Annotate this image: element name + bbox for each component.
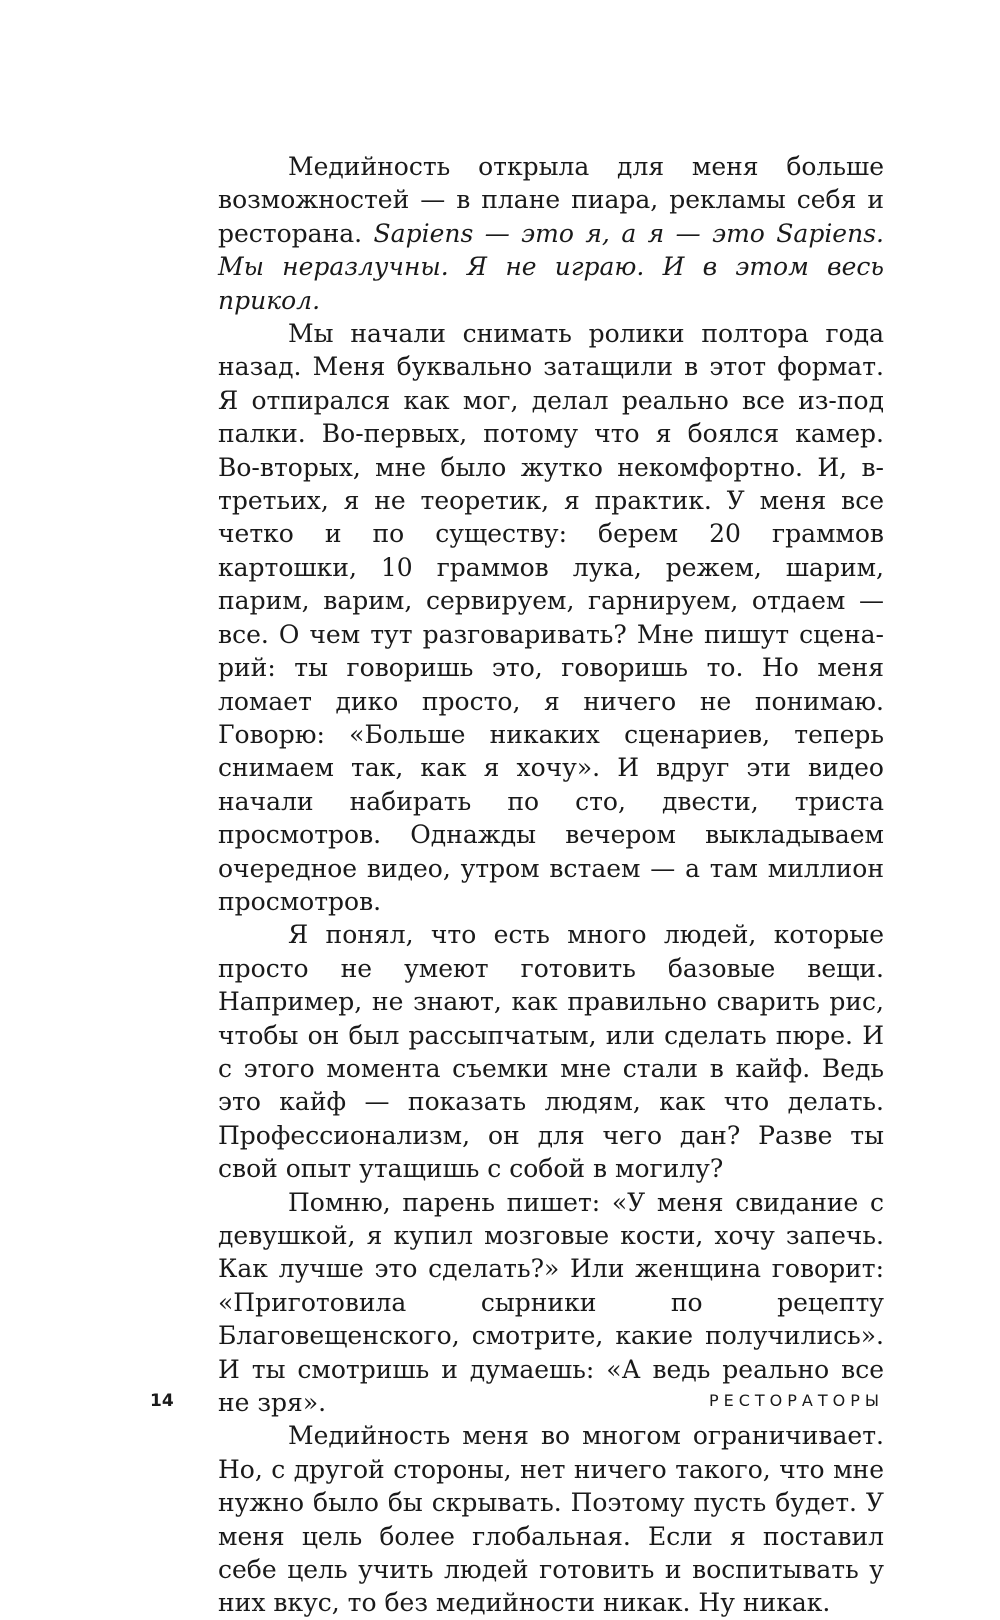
paragraph-1: [218, 150, 884, 317]
paragraph-3: Я понял, что есть много людей, которые просто не умеют готовить базовые вещи. Например, не знают, как правильно сварить рис, чтобы он был рассыпчатым, или сделать пюре. И с этого момента съемки мне стали в кайф. Ведь это кайф — показать людям, как что делать. Профессионализм, он для чего дан? Разве ты свой опыт утащишь с собой в могилу?: [218, 920, 884, 1184]
paragraph-4: Помню, парень пишет: «У меня свидание с девушкой, я купил мозговые кости, хочу запечь. Как лучше это сделать?» Или женщина говорит: «Приготовила сырники по рецепту Благовещенского, смотрите, какие получились». И ты смотришь и думаешь: «А ведь реально все не зря».: [218, 1187, 884, 1418]
page-number: 14: [150, 1391, 174, 1411]
paragraph-2: Мы начали снимать ролики полтора года назад. Меня буквально затащили в этот формат. Я отпирался как мог, делал реально все из-под палки. Во-первых, потому что я боялся камер. Во-вторых, мне было жутко некомфортно. И, в-третьих, я не теоретик, я практик. У меня все четко и по существу: берем 20 граммов картошки, 10 граммов лука, режем, шарим, парим, варим, сервируем, гарнируем, отдаем — все. О чем тут разговаривать? Мне пишут сценарий: ты говоришь это, говоришь то. Но меня ломает дико просто, я ничего не понимаю. Говорю: «Больше никаких сценариев, теперь снимаем так, как я хочу». И вдруг эти видео начали набирать по сто, двести, триста просмотров. Однажды вечером выкладываем очередное видео, утром встаем — а там миллион просмотров.: [218, 319, 884, 916]
paragraph-5: Медийность меня во многом ограничивает. Но, с другой стороны, нет ничего такого, что мне нужно было бы скрывать. Поэтому пусть будет. У меня цель более глобальная. Если я поставил себе цель учить людей готовить и воспитывать у них вкус, то без медийности никак. Ну никак.: [218, 1421, 884, 1618]
paragraph-1-text: Медийность открыла для меня больше возможностей — в плане пиара, рекламы себя и ресторана.: [218, 152, 884, 248]
page-footer: [150, 1391, 884, 1421]
running-title: РЕСТОРАТОРЫ: [708, 1391, 884, 1410]
paragraph-1-italic: Sapiens — это я, а я — это Sapiens. Мы неразлучны. Я не играю. И в этом весь прикол.: [218, 218, 884, 315]
